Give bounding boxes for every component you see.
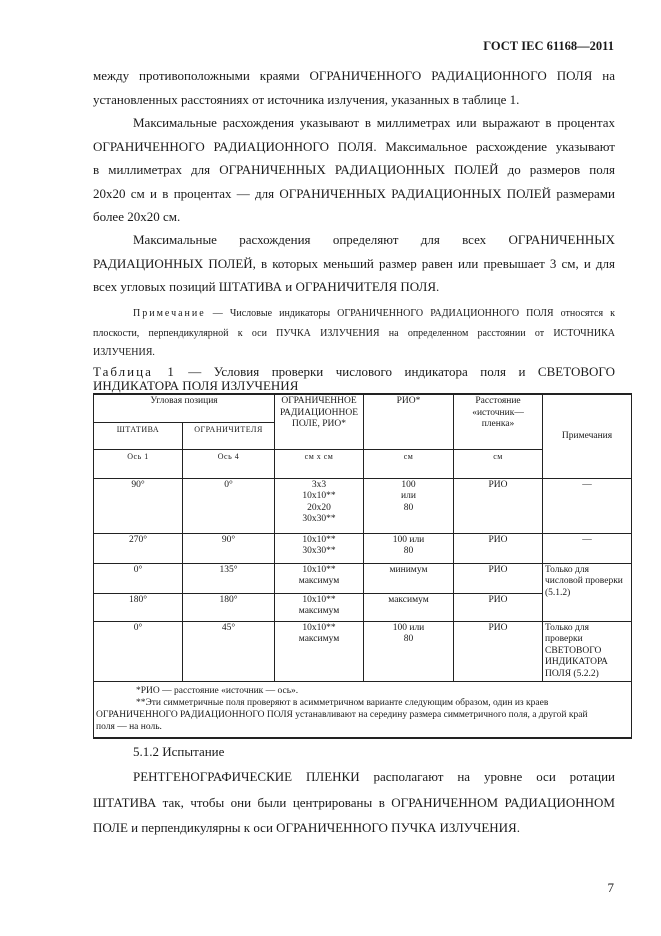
caption-line: ИНДИКАТОРА ПОЛЯ ИЗЛУЧЕНИЯ (93, 378, 299, 393)
text-line: РАДИАЦИОННЫХ ПОЛЕЙ, в которых меньший размер равен или превышает 3 см, и для (93, 255, 615, 271)
text-line: Максимальные расхождения определяют для всех ОГРАНИЧЕННЫХ (133, 232, 615, 247)
cell-note: Только для проверки СВЕТОВОГО ИНДИКАТОРА ПОЛЯ (5.2.2) (543, 621, 632, 682)
text-line: более 20x20 см. (93, 209, 181, 225)
text-line: Максимальные расхождения указывают в миллиметрах или выражают в процентах (133, 115, 615, 130)
cell-note: Только для числовой проверки (5.1.2) (543, 563, 632, 621)
table-footnotes (94, 682, 632, 738)
header-distance: Расстояние «источник— пленка» (454, 394, 543, 449)
text-line: установленных расстояниях от источника излучения, указанных в таблице 1. (93, 91, 520, 107)
cell-distance: РИО (454, 478, 543, 533)
note-block (93, 304, 615, 363)
text-line: ОГРАНИЧЕННОГО РАДИАЦИОННОГО ПОЛЯ. Максимальное расхождение указывают (93, 138, 615, 154)
paragraph-3 (93, 228, 615, 299)
cell-field: 10x10** 30x30** (275, 533, 364, 563)
cell-limiter: 180° (183, 593, 275, 621)
table-row (94, 563, 632, 593)
cell-limiter: 90° (183, 533, 275, 563)
cell-limiter: 135° (183, 563, 275, 593)
cell-stand: 180° (94, 593, 183, 621)
text-line: всех угловых позиций ШТАТИВА и ОГРАНИЧИТЕЛЯ ПОЛЯ. (93, 279, 440, 295)
header-notes: Примечания (543, 394, 632, 478)
header-angular-position: Угловая позиция (94, 394, 275, 422)
paragraph-1 (93, 64, 615, 111)
header-limited-field: ОГРАНИЧЕННОЕ РАДИАЦИОННОЕ ПОЛЕ, РИО* (275, 394, 364, 449)
section-5-1-2 (93, 740, 615, 764)
caption-line (93, 365, 615, 379)
cell-rio: максимум (364, 593, 454, 621)
cell-limiter: 0° (183, 478, 275, 533)
header-stand: ШТАТИВА (94, 422, 183, 449)
note-line (93, 304, 615, 324)
header-unit-cm-2: см (454, 449, 543, 478)
text-line: ПОЛЕ и перпендикулярны к оси ОГРАНИЧЕННОГО ПУЧКА ИЗЛУЧЕНИЯ. (93, 820, 520, 835)
caption-label: Таблица 1 (93, 364, 176, 379)
header-unit-cm-cm: см x см (275, 449, 364, 478)
note-line: плоскости, перпендикулярной к оси ПУЧКА ИЗЛУЧЕНИЯ на определенном расстоянии от ИСТОЧНИКА (93, 327, 615, 339)
cell-field: 10x10** максимум (275, 593, 364, 621)
text-line: ШТАТИВА так, чтобы они были центрированы в ОГРАНИЧЕННОМ РАДИАЦИОННОМ (93, 794, 615, 810)
header-axis-1: Ось 1 (94, 449, 183, 478)
cell-rio: минимум (364, 563, 454, 593)
text-line: между противоположными краями ОГРАНИЧЕННОГО РАДИАЦИОННОГО ПОЛЯ на (93, 68, 615, 83)
cell-stand: 0° (94, 563, 183, 593)
cell-note: — (543, 533, 632, 563)
table-row (94, 533, 632, 563)
cell-distance: РИО (454, 621, 543, 682)
section-paragraph (93, 764, 615, 841)
cell-note: — (543, 478, 632, 533)
footnote-2-continuation: поля — на ноль. (96, 722, 162, 732)
paragraph-2 (93, 111, 615, 229)
caption-text: — Условия проверки числового индикатора поля и СВЕТОВОГО (175, 364, 615, 379)
cell-distance: РИО (454, 533, 543, 563)
text-line: 20x20 см и в процентах — для ОГРАНИЧЕННЫХ РАДИАЦИОННЫХ ПОЛЕЙ размерами (93, 185, 615, 201)
footnote-1: *РИО — расстояние «источник — ось». (136, 686, 299, 696)
section-heading: 5.1.2 Испытание (133, 744, 225, 759)
cell-distance: РИО (454, 563, 543, 593)
footnote-2-continuation: ОГРАНИЧЕННОГО РАДИАЦИОННОГО ПОЛЯ устанавливают на середину размера симметричного поля, а другой край (96, 710, 588, 720)
note-text: — Числовые индикаторы ОГРАНИЧЕННОГО РАДИАЦИОННОГО ПОЛЯ относятся к (205, 308, 615, 319)
cell-field: 10x10** максимум (275, 621, 364, 682)
footnote-2: **Эти симметричные поля проверяют в асимметричном варианте следующим образом, один из краев (136, 698, 549, 708)
cell-rio: 100 или 80 (364, 621, 454, 682)
header-axis-4: Ось 4 (183, 449, 275, 478)
table-row (94, 478, 632, 533)
cell-field: 3x3 10x10** 20x20 30x30** (275, 478, 364, 533)
cell-limiter: 45° (183, 621, 275, 682)
cell-rio: 100 или 80 (364, 533, 454, 563)
text-line: в миллиметрах для ОГРАНИЧЕННЫХ РАДИАЦИОННЫХ ПОЛЕЙ до размеров поля (93, 162, 615, 178)
header-rio: РИО* (364, 394, 454, 449)
header-unit-cm: см (364, 449, 454, 478)
cell-stand: 270° (94, 533, 183, 563)
page-number: 7 (607, 880, 614, 895)
text-line: РЕНТГЕНОГРАФИЧЕСКИЕ ПЛЕНКИ располагают на уровне оси ротации (133, 769, 615, 784)
note-line: ИЗЛУЧЕНИЯ. (93, 347, 155, 358)
note-label: Примечание (133, 308, 206, 319)
cell-stand: 90° (94, 478, 183, 533)
conditions-table (93, 393, 632, 739)
cell-field: 10x10** максимум (275, 563, 364, 593)
cell-rio: 100 или 80 (364, 478, 454, 533)
header-limiter: ОГРАНИЧИТЕЛЯ (183, 422, 275, 449)
table-caption (93, 365, 615, 393)
cell-stand: 0° (94, 621, 183, 682)
standard-header: ГОСТ IEC 61168—2011 (483, 39, 614, 53)
table-row (94, 621, 632, 682)
cell-distance: РИО (454, 593, 543, 621)
